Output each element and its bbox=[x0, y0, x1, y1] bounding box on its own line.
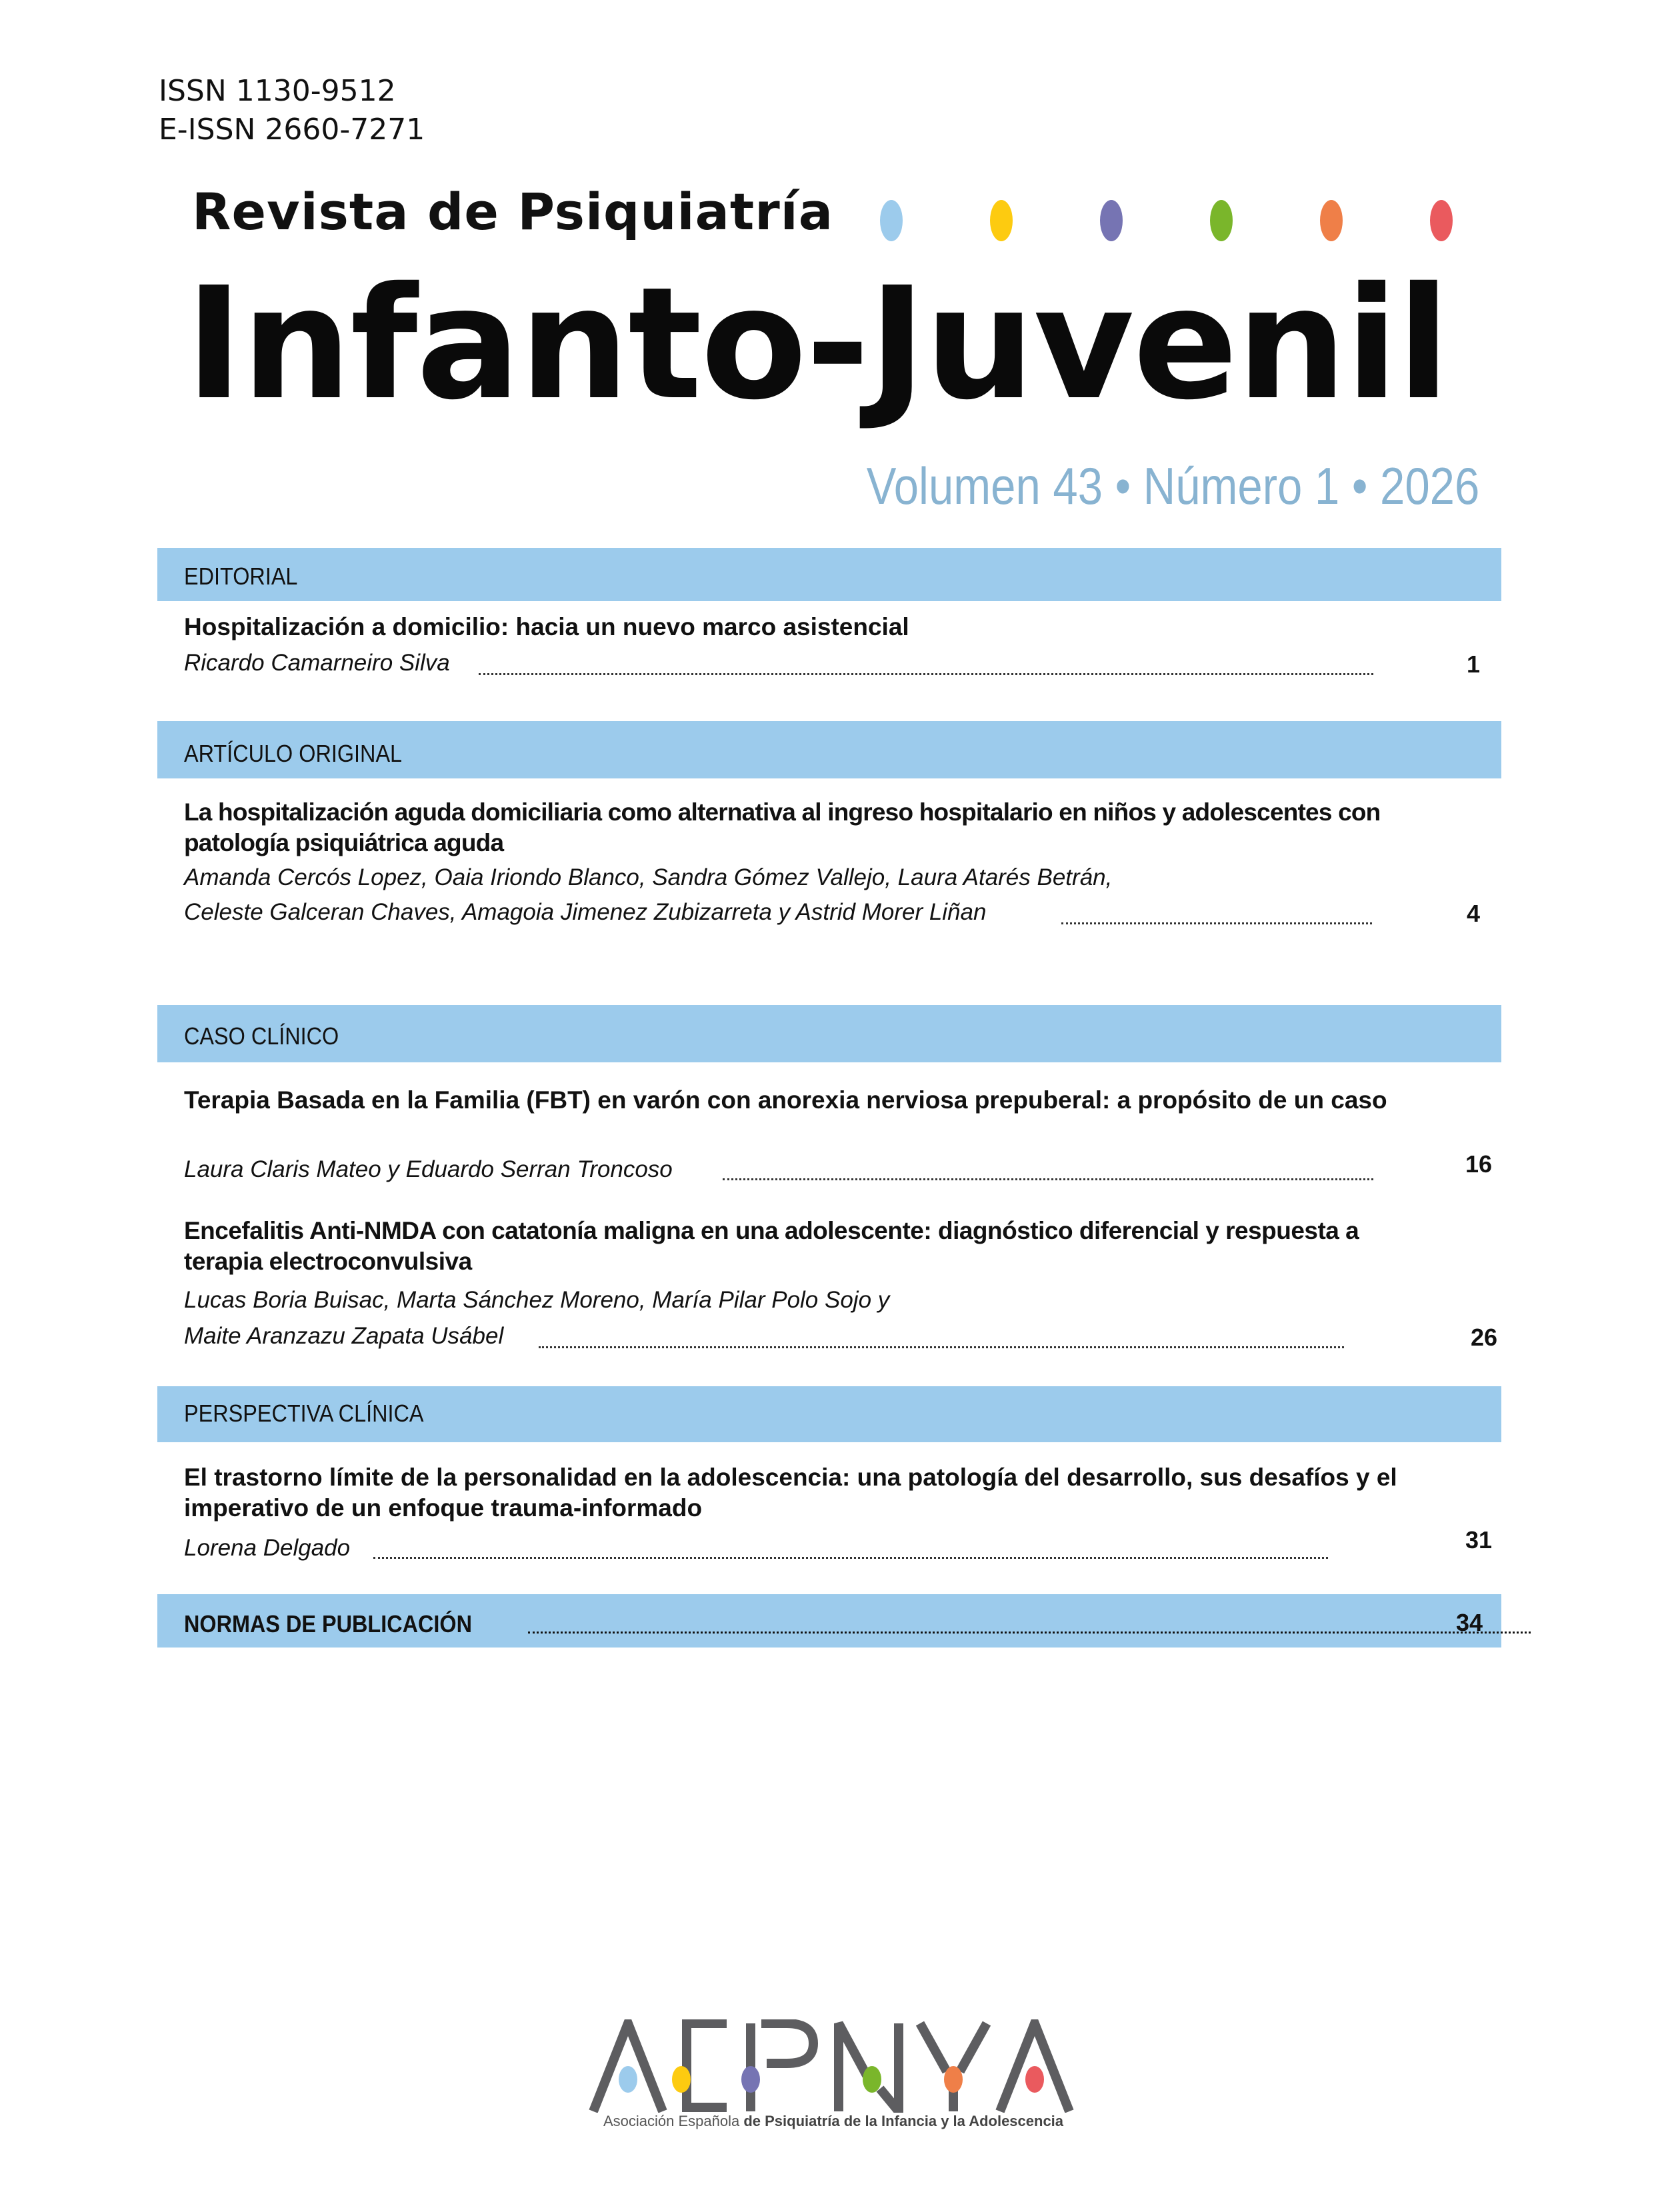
dot-leader bbox=[373, 1554, 1328, 1559]
section-label: PERSPECTIVA CLÍNICA bbox=[184, 1400, 424, 1427]
association-name-regular: Asociación Española bbox=[603, 2113, 744, 2129]
dot-leader bbox=[479, 670, 1373, 675]
section-label: NORMAS DE PUBLICACIÓN bbox=[184, 1610, 473, 1638]
issn: ISSN 1130-9512 bbox=[159, 74, 396, 108]
association-name bbox=[587, 2113, 1080, 2130]
page-number[interactable]: 16 bbox=[1465, 1150, 1492, 1178]
dot-icon-yellow bbox=[990, 200, 1013, 241]
article-authors: Celeste Galceran Chaves, Amagoia Jimenez Zubizarreta y Astrid Morer Liñan bbox=[184, 899, 987, 925]
page-number[interactable]: 4 bbox=[1466, 900, 1480, 927]
section-header-normas-de-publicacion[interactable] bbox=[157, 1594, 1501, 1648]
dot-leader bbox=[539, 1344, 1344, 1348]
dot-icon-orange bbox=[1320, 200, 1343, 241]
dot-leader bbox=[723, 1176, 1373, 1180]
article-authors: Lorena Delgado bbox=[184, 1535, 351, 1561]
section-header-articulo-original bbox=[157, 721, 1501, 778]
issn-block bbox=[159, 72, 425, 149]
dot-leader bbox=[1061, 920, 1372, 924]
section-header-perspectiva-clinica bbox=[157, 1386, 1501, 1442]
journal-title: Infanto-Juvenil bbox=[185, 254, 1449, 434]
section-label: ARTÍCULO ORIGINAL bbox=[184, 740, 403, 767]
article-authors: Ricardo Camarneiro Silva bbox=[184, 650, 450, 676]
page-number[interactable]: 34 bbox=[1455, 1609, 1483, 1636]
dot-leader bbox=[528, 1629, 1531, 1634]
dot-icon-red bbox=[1430, 200, 1453, 241]
page-number[interactable]: 31 bbox=[1465, 1526, 1492, 1554]
association-name-bold: de Psiquiatría de la Infancia y la Adolescencia bbox=[743, 2113, 1064, 2129]
section-label: EDITORIAL bbox=[184, 562, 298, 590]
section-header-caso-clinico bbox=[157, 1005, 1501, 1062]
article-title[interactable]: La hospitalización aguda domiciliaria como alternativa al ingreso hospitalario en niños y adolescentes con patología psiquiátrica aguda bbox=[184, 798, 1381, 856]
page-number[interactable]: 26 bbox=[1470, 1324, 1497, 1351]
article-title[interactable]: Terapia Basada en la Familia (FBT) en varón con anorexia nerviosa prepuberal: a propósito de un caso bbox=[184, 1086, 1387, 1114]
article-title[interactable]: El trastorno límite de la personalidad en la adolescencia: una patología del desarrollo, sus desafíos y el imperativo de un enfoque trauma-informado bbox=[184, 1464, 1397, 1522]
article-authors: Lucas Boria Buisac, Marta Sánchez Moreno, María Pilar Polo Sojo y bbox=[184, 1287, 890, 1313]
volume-line: Volumen 43 • Número 1 • 2026 bbox=[866, 457, 1479, 515]
section-header-editorial bbox=[157, 548, 1501, 601]
article-title[interactable]: Encefalitis Anti-NMDA con catatonía maligna en una adolescente: diagnóstico diferencial y respuesta a terapia electroconvulsiva bbox=[184, 1217, 1359, 1275]
article-authors: Laura Claris Mateo y Eduardo Serran Troncoso bbox=[184, 1156, 673, 1182]
dot-icon-blue bbox=[880, 200, 903, 241]
page-number[interactable]: 1 bbox=[1466, 650, 1480, 678]
journal-prefix: Revista de Psiquiatría bbox=[192, 182, 834, 241]
article-title[interactable]: Hospitalización a domicilio: hacia un nuevo marco asistencial bbox=[184, 613, 909, 640]
section-label: CASO CLÍNICO bbox=[184, 1022, 339, 1050]
dot-icon-green bbox=[1210, 200, 1233, 241]
dot-icon-purple bbox=[1100, 200, 1123, 241]
color-dots bbox=[880, 200, 1467, 243]
eissn: E-ISSN 2660-7271 bbox=[159, 113, 425, 147]
article-authors: Amanda Cercós Lopez, Oaia Iriondo Blanco, Sandra Gómez Vallejo, Laura Atarés Betrán, bbox=[184, 864, 1113, 890]
aepnya-logo-icon bbox=[587, 2019, 1080, 2113]
article-authors: Maite Aranzazu Zapata Usábel bbox=[184, 1323, 504, 1349]
